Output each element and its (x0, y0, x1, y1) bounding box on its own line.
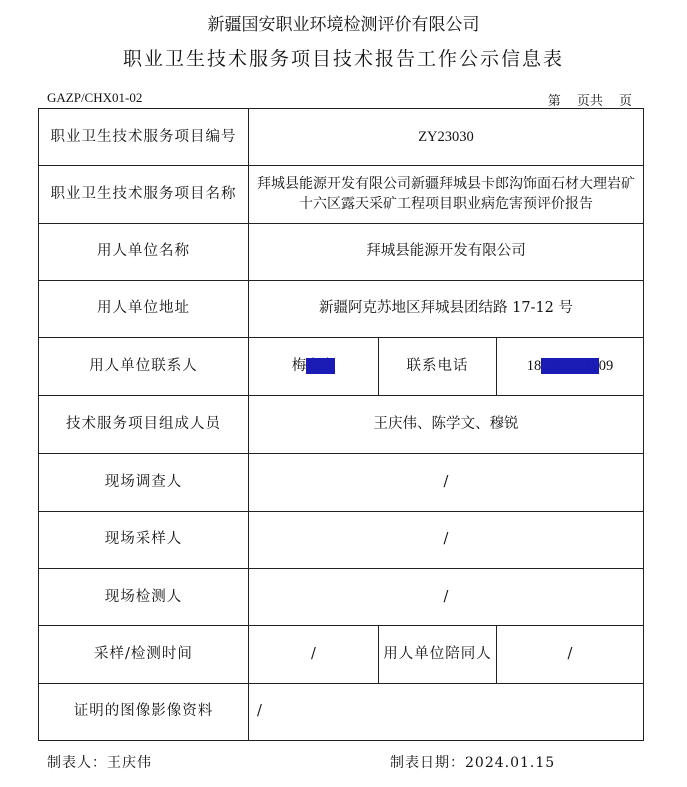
testing-label: 现场检测人 (39, 569, 249, 626)
phone-value (497, 338, 644, 396)
document-code: GAZP/CHX01-02 (47, 90, 143, 105)
sampling-value: / (249, 511, 644, 568)
phone-redaction: 19088110 (541, 358, 599, 375)
images-label: 证明的图像影像资料 (39, 683, 249, 740)
survey-label: 现场调查人 (39, 453, 249, 511)
row-employer-address (39, 280, 644, 337)
escort-label: 用人单位陪同人 (379, 626, 497, 683)
employer-address-value: 新疆阿克苏地区拜城县团结路 17-12 号 (249, 280, 644, 337)
form-title: 职业卫生技术服务项目技术报告工作公示信息表 (122, 48, 564, 70)
members-value: 王庆伟、陈学文、穆锐 (249, 396, 644, 453)
row-project-no (39, 109, 644, 166)
employer-name-label: 用人单位名称 (39, 223, 249, 280)
employer-address-label: 用人单位地址 (39, 280, 249, 337)
row-testing (39, 569, 644, 626)
employer-name-value: 拜城县能源开发有限公司 (249, 223, 644, 280)
info-table (38, 108, 644, 741)
row-images (39, 683, 644, 740)
sampling-label: 现场采样人 (39, 511, 249, 568)
phone-suffix: 09 (598, 358, 614, 375)
row-project-name (39, 166, 644, 223)
row-contact (39, 338, 644, 396)
contact-name-redaction: 安安 (306, 358, 336, 375)
project-no-value: ZY23030 (249, 109, 644, 166)
project-name-value: 拜城县能源开发有限公司新疆拜城县卡郎沟饰面石材大理岩矿十六区露天采矿工程项目职业病危害预评价报告 (249, 166, 644, 223)
prepared-date: 制表日期：2024.01.15 (390, 755, 556, 771)
phone-prefix: 18 (526, 358, 542, 375)
row-sampling (39, 511, 644, 568)
phone-label: 联系电话 (379, 338, 497, 396)
project-name-label: 职业卫生技术服务项目名称 (39, 166, 249, 223)
escort-value: / (497, 626, 644, 683)
survey-value: / (249, 453, 644, 511)
organization-name: 新疆国安职业环境检测评价有限公司 (207, 15, 480, 35)
row-survey (39, 453, 644, 511)
project-no-label: 职业卫生技术服务项目编号 (39, 109, 249, 166)
row-employer-name (39, 223, 644, 280)
time-label: 采样/检测时间 (39, 626, 249, 683)
row-time (39, 626, 644, 683)
page-info: 第 页共 页 (547, 94, 632, 109)
testing-value: / (249, 569, 644, 626)
contact-label: 用人单位联系人 (39, 338, 249, 396)
members-label: 技术服务项目组成人员 (39, 396, 249, 453)
time-value: / (249, 626, 379, 683)
row-members (39, 396, 644, 453)
contact-name (249, 338, 379, 396)
images-value: / (249, 683, 644, 740)
contact-name-visible: 梅 (291, 358, 307, 375)
preparer: 制表人：王庆伟 (47, 755, 152, 771)
